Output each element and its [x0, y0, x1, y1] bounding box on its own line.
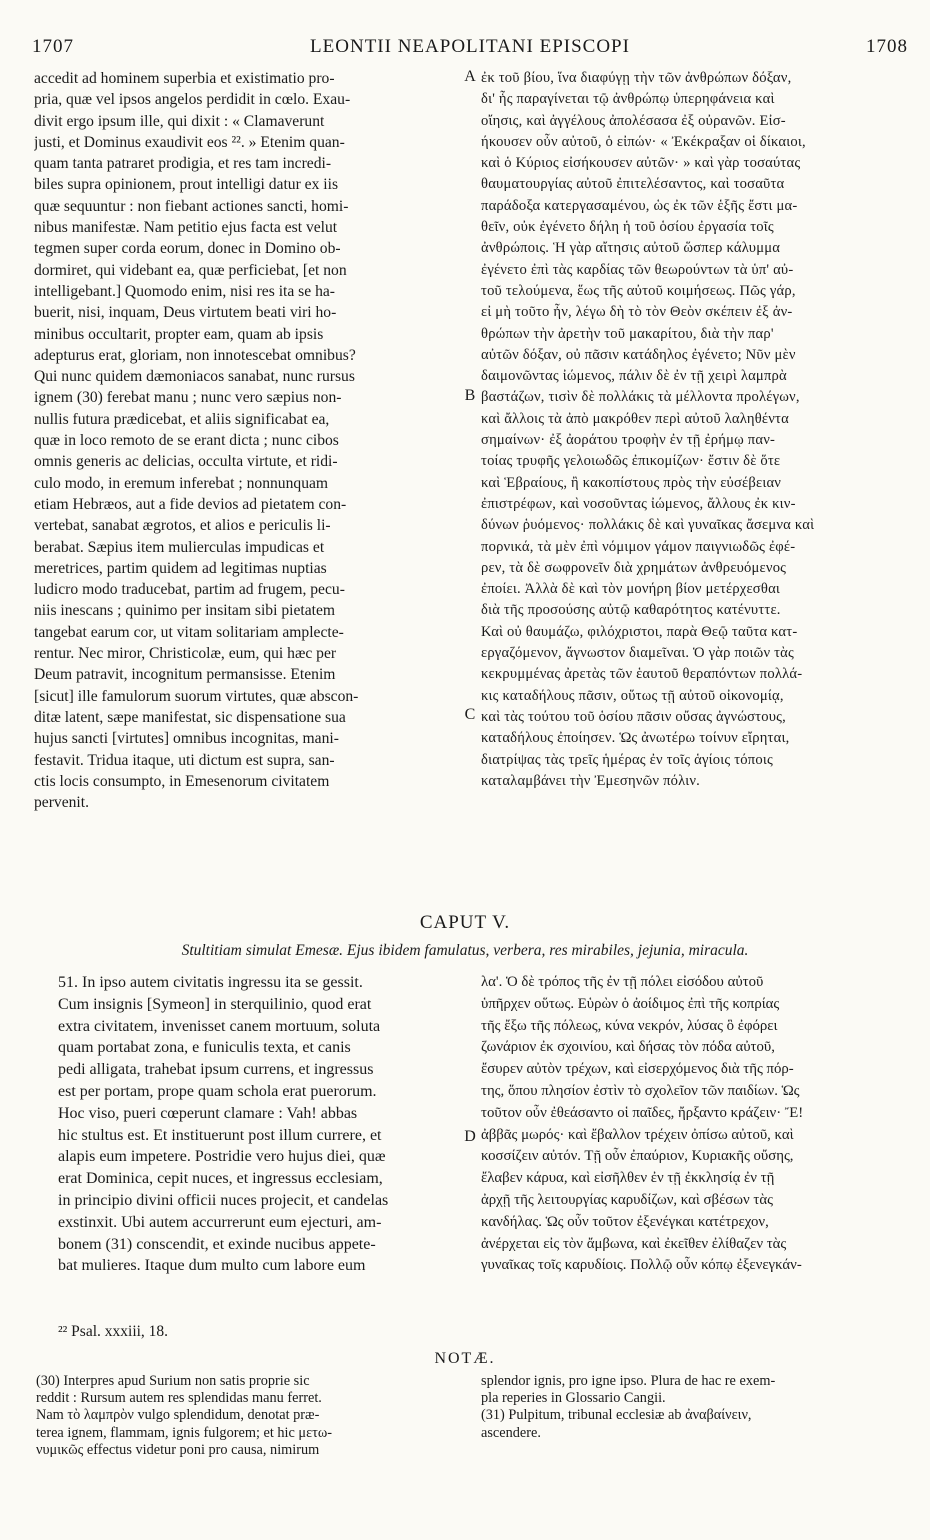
greek-text-line: ἀνέρχεται εἰς τὸν ἄμβωνα, καὶ ἐκεῖθεν ἐλίθαζεν τὰς: [481, 1235, 787, 1252]
latin-text-line: extra civitatem, invenisset canem mortuum, soluta: [58, 1017, 381, 1035]
greek-text-line: παράδοξα κατεργασαμένου, ὡς ἐκ τῶν ἑξῆς ἔστι μα-: [481, 197, 798, 214]
latin-text-line: [sicut] ille famulorum suorum virtutes, quæ abscon-: [34, 687, 359, 705]
greek-text-line: κις καταδήλους πᾶσιν, οὕτως τῇ αὐτοῦ οἰκονομίᾳ,: [481, 687, 784, 704]
greek-text-line: τῆς ἔξω τῆς πόλεως, κύνα νεκρόν, λύσας ὃ ἐφόρει: [481, 1017, 778, 1034]
greek-text-line: κοσσίζειν αὐτόν. Τῇ οὖν ἐπαύριον, Κυριακῆς οὔσης,: [481, 1148, 794, 1165]
latin-text-line: adepturus erat, gloriam, non innotescebat omnibus?: [34, 346, 356, 364]
latin-text-line: Cum insignis [Symeon] in sterquilinio, quod erat: [58, 995, 372, 1013]
latin-text-line: pedi alligata, trahebat ipsum currens, et ingressus: [58, 1061, 374, 1079]
greek-text-line: καὶ ὁ Κύριος εἰσήκουσεν αὐτῶν· » καὶ γὰρ τοσαύτας: [481, 155, 801, 172]
latin-text-line: biles supra opinionem, prout intelligi datur ex iis: [34, 176, 339, 194]
greek-text-line: καὶ Ἑβραίους, ἢ κακοπίστους πρὸς τὴν εὐσέβειαν: [481, 474, 782, 491]
latin-text-line: quam tanta patraret prodigia, et res tam incredi-: [34, 155, 332, 173]
latin-text-line: berabat. Sæpius item mulierculas impudicas et: [34, 538, 325, 556]
latin-text-line: accedit ad hominem superbia et existimatio pro-: [34, 70, 335, 87]
greek-text-line: ἔλαβεν κάρυα, καὶ εἰσῆλθεν ἐν τῇ ἐκκλησίᾳ ἐν τῇ: [481, 1170, 775, 1187]
greek-text-line: οἴησις, καὶ ἀγγέλους ἀπολέσασα ἐξ οὐρανῶν. Εἰσ-: [481, 112, 786, 129]
greek-text-line: ἐπιστρέφων, καὶ νοσοῦντας ἰώμενος, ἄλλους ἐκ κιν-: [481, 495, 796, 512]
greek-text-line: ήκουσεν οὖν αὐτοῦ, ὁ εἰπών· « Ἐκέκραξαν οἱ δίκαιοι,: [481, 133, 806, 150]
greek-text-line: εργαζόμενον, ἄγνωστον διαμεῖναι. Ὁ γὰρ ποιῶν τὰς: [481, 645, 794, 662]
notes-left-column: [36, 1373, 464, 1459]
latin-text-line: pria, quæ vel ipsos angelos perdidit in cœlo. Exau-: [34, 91, 351, 109]
greek-text-line: καταλαμβάνει τὴν Ἐμεσηνῶν πόλιν.: [481, 772, 700, 789]
latin-column: [34, 68, 464, 813]
margin-letter-c: C: [464, 706, 476, 723]
latin-text-line: hic stultus est. Et instituerunt post illum currere, et: [58, 1126, 382, 1144]
note-line: νυμικῶς effectus videtur poni pro causa, nimirum: [36, 1441, 320, 1458]
latin-text-line: rentur. Nec miror, Christicolæ, eum, qui hæc per: [34, 645, 337, 663]
latin-text-line: alapis eum impetere. Postridie vero hujus diei, quæ: [58, 1148, 386, 1166]
latin-text-line: etiam Hebræos, aut a fide devios ad pietatem con-: [34, 495, 347, 513]
note-line: terea ignem, flammam, ignis fulgorem; et hic μετω-: [36, 1424, 333, 1441]
greek-text-line: πορνικά, τὰ μὲν ἐπὶ νόμιμον γάμον παιγνιωδῶς ἐφέ-: [481, 538, 796, 555]
latin-text-line: omnis generis ac delicias, occulta virtute, et ridi-: [34, 453, 338, 471]
greek-text-line: ἐγένετο ἐπὶ τὰς καρδίας τῶν θεωρούντων τὰ ὑπ' αὐ-: [481, 261, 794, 278]
greek-text-line: τοῦτον οὖν ἐθεάσαντο οἱ παῖδες, ἤρξαντο κράζειν· Ἔ!: [481, 1104, 804, 1121]
greek-text-line: τοῦ τελούμενα, ἕως τῆς αὐτοῦ κοιμήσεως. Πῶς γάρ,: [481, 282, 796, 299]
margin-letter-a: A: [464, 68, 476, 85]
footnote: ²² Psal. xxxiii, 18.: [58, 1323, 169, 1340]
latin-text-line: erat Dominica, cepit nuces, et ingressus ecclesiam,: [58, 1170, 383, 1188]
note-line: pla reperies in Glossario Cangii.: [481, 1390, 666, 1407]
latin-text-line: exstinxit. Ubi autem accurrerunt eum ejecturi, am-: [58, 1213, 382, 1231]
greek-text-line: Καὶ οὐ θαυμάζω, φιλόχριστοι, παρὰ Θεῷ ταῦτα κατ-: [481, 623, 798, 640]
latin-text-line: quæ sequuntur : non fiebant actiones sancti, homi-: [34, 197, 349, 215]
greek-text-line: δύνων ῥυόμενος· πολλάκις δὲ καὶ γυναῖκας ἄσεμνα καὶ: [481, 517, 815, 534]
latin-text-line: divit ergo ipsum ille, qui dixit : « Clamaverunt: [34, 112, 325, 130]
notes-heading: NOTÆ.: [434, 1350, 496, 1367]
margin-letter-d: D: [464, 1128, 476, 1145]
greek-text-line: ρεν, τὰ δὲ σωφρονεῖν διὰ χρημάτων ἀνθρευόμενος: [481, 559, 787, 576]
greek-text-line: τοίας τρυφῆς γελοιωδῶς ἐπικομίζων· ἔστιν δὲ ὅτε: [481, 453, 781, 470]
latin-text-line: quæ in loco remoto de se erant dicta ; nunc cibos: [34, 432, 339, 450]
greek-text-line: σημαίνων· ἐξ ἀοράτου τροφὴν ἐν τῇ ἐρήμῳ παν-: [481, 432, 776, 449]
latin-text-line: tangebat earum cor, ut vitam solitariam amplecte-: [34, 623, 344, 641]
latin-text-line: tegmen super corda eorum, donec in Domino ob-: [34, 240, 341, 258]
greek-text-line: ζωνάριον ἐκ σχοινίου, καὶ δήσας τὸν πόδα αὐτοῦ,: [481, 1039, 775, 1056]
latin-text-line: ignem (30) ferebat manu ; nunc vero sæpius non-: [34, 389, 342, 407]
latin-text-line: in principio divini officii nuces projecit, et candelas: [58, 1191, 389, 1209]
note-line: reddit : Rursum autem res splendidas manu ferret.: [36, 1390, 322, 1407]
latin-text-line: Hoc viso, pueri cœperunt clamare : Vah! abbas: [58, 1104, 358, 1122]
latin-text-line: justi, et Dominus exaudivit eos ²². » Etenim quan-: [34, 133, 345, 151]
latin-text-line: vertebat, sanabat ægrotos, et alios e periculis li-: [34, 517, 331, 535]
latin-text-line: buerit, nisi, inquam, Deus virtutem beati viri ho-: [34, 304, 337, 322]
latin-text-line: Qui nunc quidem dæmoniacos sanabat, nunc rursus: [34, 368, 355, 386]
greek-text-line: ἐποίει. Ἀλλὰ δὲ καὶ τὸν μονήρη βίον μετέρχεσθαι: [481, 581, 781, 598]
greek-text-line: θαυματουργίας αὐτοῦ ἐπιτελέσαντος, καὶ τοσαῦτα: [481, 176, 785, 193]
running-head: [32, 36, 908, 66]
greek-text-line: ἀρχῇ τῆς λειτουργίας καρυδίζων, καὶ σβέσων τὰς: [481, 1191, 773, 1208]
latin-text-line: nibus manifestæ. Nam petitio ejus facta est velut: [34, 219, 338, 237]
greek-text-line: ἔσυρεν αὐτὸν τρέχων, καὶ εἰσερχόμενος διὰ τῆς πόρ-: [481, 1061, 794, 1078]
greek-text-line: ἀββᾶς μωρός· καὶ ἔβαλλον τρέχειν ὀπίσω αὐτοῦ, καὶ: [481, 1126, 794, 1143]
greek-text-line: ἐκ τοῦ βίου, ἵνα διαφύγῃ τὴν τῶν ἀνθρώπων δόξαν,: [481, 70, 792, 86]
note-line: Nam τὸ λαμπρὸν vulgo splendidum, denotat præ-: [36, 1407, 320, 1424]
margin-letter-b: B: [464, 387, 476, 404]
latin-text-line: quam portabat zona, e funiculis texta, et canis: [58, 1039, 351, 1057]
greek-text-line: αὐτῶν δόξαν, οὐ πᾶσιν κατάδηλος ἐγένετο; Νῦν μὲν: [481, 346, 796, 363]
greek-text-line: γυναῖκας τοῖς καρυδίοις. Πολλῷ οὖν κόπῳ ἐξενεγκάν-: [481, 1257, 802, 1274]
latin-text-line: intelligebant.] Quomodo enim, nisi res ita se ha-: [34, 282, 335, 300]
latin-text-line: bat mulieres. Itaque dum multo cum labore eum: [58, 1257, 366, 1275]
latin-text-line: Deum patravit, incognitum permansisse. Etenim: [34, 666, 336, 684]
latin-text-line: est per portam, prope quam schola erat puerorum.: [58, 1082, 377, 1100]
greek-column: [481, 68, 907, 792]
latin-text-line: ctis locis consumpto, in Emesenorum civitatem: [34, 772, 330, 790]
note-line: (31) Pulpitum, tribunal ecclesiæ ab ἀναβαίνειν,: [481, 1407, 752, 1424]
notes-right-column: [481, 1373, 907, 1442]
greek-text-line: δαιμονῶντας ἰώμενος, πάλιν δὲ ἐν τῇ χειρὶ λαμπρὰ: [481, 368, 787, 385]
greek-text-line: δι' ἧς παραγίνεται τῷ ἀνθρώπῳ ὑπερηφάνεια καὶ: [481, 91, 775, 108]
greek-text-line: ὑπῆρχεν οὕτως. Εὑρὼν ὁ ἀοίδιμος ἐπὶ τῆς κοπρίας: [481, 995, 780, 1012]
latin-text-line: niis inescans ; quinimo per insitam sibi pietatem: [34, 602, 336, 620]
note-line: splendor ignis, pro igne ipso. Plura de hac re exem-: [481, 1373, 776, 1389]
greek-text-line: διατρίψας τὰς τρεῖς ἡμέρας ἐν τοῖς ἁγίοις τόποις: [481, 751, 773, 768]
note-line: ascendere.: [481, 1424, 541, 1441]
latin-text-line: ditæ latent, sæpe manifestat, sic dispensatione sua: [34, 708, 346, 726]
section2-greek-column: [481, 972, 907, 1277]
latin-text-line: pervenit.: [34, 794, 89, 812]
latin-text-line: culo modo, in eremum inferebat ; nonnunquam: [34, 474, 329, 492]
greek-text-line: βαστάζων, τισὶν δὲ πολλάκις τὰ μέλλοντα προλέγων,: [481, 389, 800, 406]
latin-text-line: bonem (31) conscendit, et exinde nucibus appete-: [58, 1235, 376, 1253]
greek-text-line: λα'. Ὁ δὲ τρόπος τῆς ἐν τῇ πόλει εἰσόδου αὐτοῦ: [481, 974, 764, 990]
chapter-summary: Stultitiam simulat Emesæ. Ejus ibidem famulatus, verbera, res mirabiles, jejunia, miracula.: [181, 942, 749, 959]
latin-text-line: meretrices, partim quidem ad legitimas nuptias: [34, 559, 327, 577]
latin-text-line: ludicro modo traducebat, partim ad frugem, pecu-: [34, 581, 345, 599]
page-title: LEONTII NEAPOLITANI EPISCOPI: [310, 36, 630, 57]
page-number-right: 1708: [866, 36, 908, 57]
greek-text-line: καὶ τὰς τούτου τοῦ ὁσίου πᾶσιν οὔσας ἀγνώστους,: [481, 708, 787, 725]
greek-text-line: καὶ ἄλλοις τὰ ἀπὸ μακρόθεν περὶ αὐτοῦ λαληθέντα: [481, 410, 789, 427]
greek-text-line: διὰ τῆς προσούσης αὐτῷ καθαρότητος κατένυττε.: [481, 602, 781, 619]
latin-text-line: nullis futura prædicebat, et aliis significabat ea,: [34, 410, 330, 428]
latin-text-line: 51. In ipso autem civitatis ingressu ita se gessit.: [58, 974, 363, 991]
latin-text-line: hujus sancti [virtutes] omnibus incognitas, mani-: [34, 730, 339, 748]
section2-latin-column: [58, 972, 458, 1277]
greek-text-line: κεκρυμμένας ἀρετὰς τῶν ἑαυτοῦ θεραπόντων πολλά-: [481, 666, 803, 683]
page-number-left: 1707: [32, 36, 74, 57]
greek-text-line: θεῖν, οὐκ ἐγένετο δήλη ἡ τοῦ ὁσίου ἐργασία τοῖς: [481, 219, 774, 236]
note-line: (30) Interpres apud Surium non satis proprie sic: [36, 1373, 310, 1389]
greek-text-line: εἰ μὴ τοῦτο ἦν, λέγω δὴ τὸ τὸν Θεὸν σκέπειν ἐξ ἀν-: [481, 304, 793, 321]
latin-text-line: minibus occultarit, propter eam, quam ab ipsis: [34, 325, 324, 343]
greek-text-line: θρώπων τὴν ἀρετὴν τοῦ μακαρίτου, διὰ τὴν παρ': [481, 325, 774, 342]
latin-text-line: dormiret, qui videbant ea, quæ perficiebat, [et non: [34, 261, 347, 279]
greek-text-line: της, ὅπου πλησίον ἐστὶν τὸ σχολεῖον τῶν παιδίων. Ὡς: [481, 1082, 800, 1099]
chapter-heading: CAPUT V.: [419, 912, 511, 933]
greek-text-line: ἀνθρώποις. Ἡ γὰρ αἴτησις αὐτοῦ ὥσπερ κάλυμμα: [481, 240, 781, 257]
latin-text-line: festavit. Tridua itaque, uti dictum est supra, san-: [34, 751, 335, 769]
greek-text-line: κανδήλας. Ὡς οὖν τοῦτον ἐξενέγκαι κατέτρεχον,: [481, 1213, 769, 1230]
greek-text-line: καταδήλους ἐποίησεν. Ὡς ἀνωτέρω τοίνυν εἴρηται,: [481, 730, 790, 747]
